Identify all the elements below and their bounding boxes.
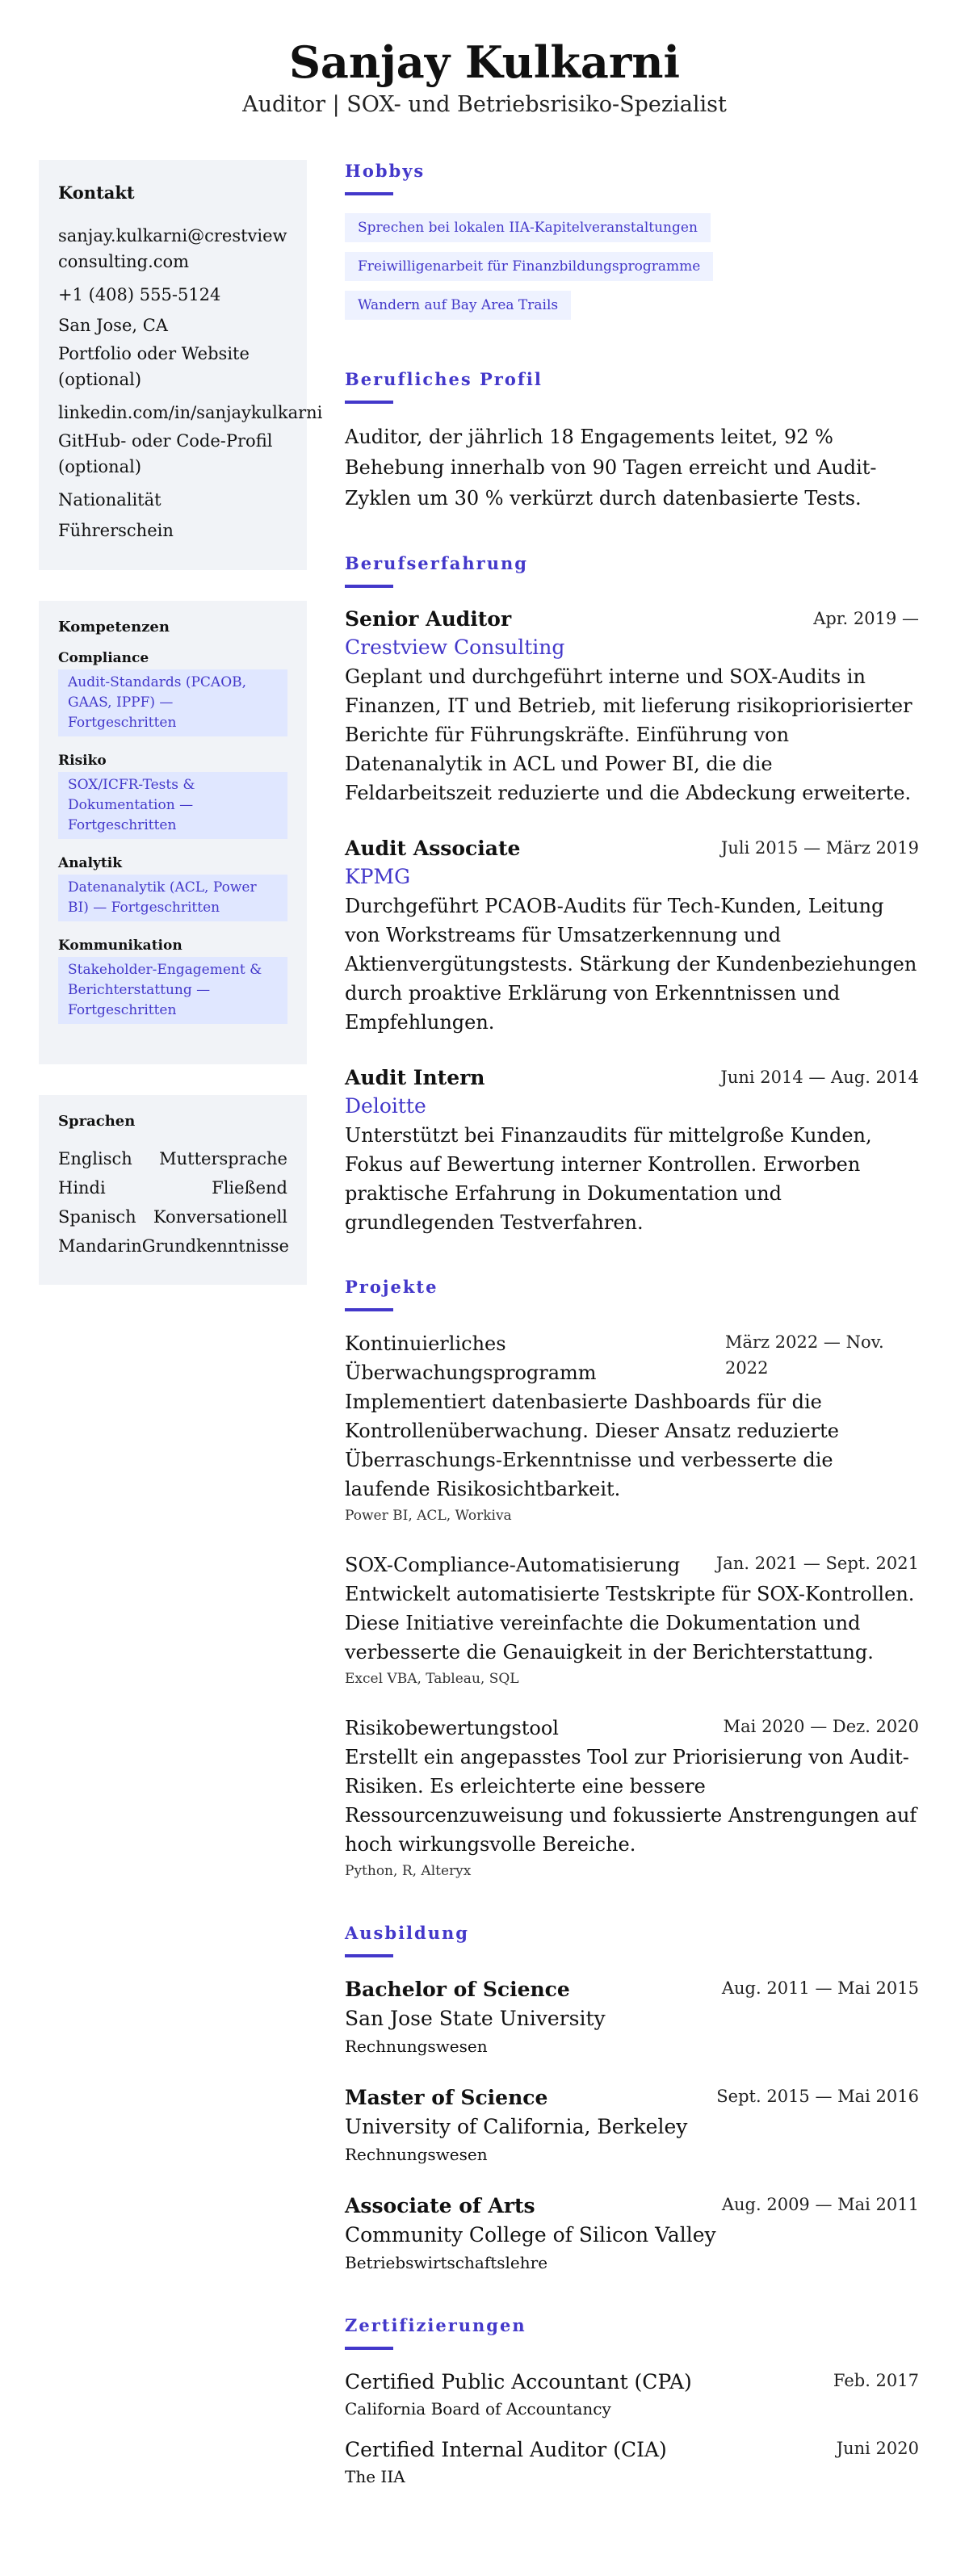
job-entry bbox=[345, 835, 919, 1037]
education-dates: Aug. 2011 — Mai 2015 bbox=[721, 1978, 919, 1998]
project-title: Kontinuierliches Überwachungsprogramm bbox=[345, 1332, 597, 1384]
education-section bbox=[345, 1922, 919, 2276]
project-tech: Power BI, ACL, Workiva bbox=[345, 1508, 512, 1524]
certification-name: Certified Internal Auditor (CIA) bbox=[345, 2438, 667, 2461]
skills-box bbox=[39, 601, 307, 1064]
education-entry bbox=[345, 2083, 919, 2167]
degree: Bachelor of Science bbox=[345, 1978, 570, 2001]
project-title: Risikobewertungstool bbox=[345, 1717, 559, 1739]
contact-title: Kontakt bbox=[58, 183, 135, 203]
project-entry bbox=[345, 1550, 919, 1691]
degree: Associate of Arts bbox=[345, 2194, 535, 2217]
project-tech: Excel VBA, Tableau, SQL bbox=[345, 1671, 519, 1687]
field-of-study: Rechnungswesen bbox=[345, 2145, 488, 2164]
language-name: Englisch bbox=[58, 1149, 132, 1168]
section-heading: Berufliches Profil bbox=[345, 369, 543, 389]
section-heading: Berufserfahrung bbox=[345, 553, 528, 573]
skill-category: Analytik bbox=[58, 855, 122, 871]
language-row bbox=[58, 1144, 287, 1173]
job-description: Durchgeführt PCAOB-Audits für Tech-Kunden, Leitung von Workstreams für Umsatzerkennung und Aktienvergütungstests. Stärkung der Kundenbeziehungen durch proaktive Erklärung von Erkenntnissen und Empfehlungen. bbox=[345, 895, 917, 1034]
job-dates: Apr. 2019 — bbox=[813, 609, 919, 628]
profile-section bbox=[345, 368, 919, 514]
heading-underline bbox=[345, 585, 393, 588]
language-row bbox=[58, 1173, 287, 1202]
skill-tag: Stakeholder-Engagement & Berichterstattung — Fortgeschritten bbox=[58, 957, 287, 1024]
candidate-subtitle: Auditor | SOX- und Betriebsrisiko-Spezialist bbox=[242, 92, 727, 117]
school: Community College of Silicon Valley bbox=[345, 2223, 716, 2247]
hobby-tag: Freiwilligenarbeit für Finanzbildungsprogramme bbox=[345, 252, 713, 281]
language-name: Mandarin bbox=[58, 1236, 142, 1256]
education-dates: Aug. 2009 — Mai 2011 bbox=[721, 2195, 919, 2214]
language-name: Hindi bbox=[58, 1178, 106, 1198]
section-heading: Zertifizierungen bbox=[345, 2315, 526, 2335]
school: University of California, Berkeley bbox=[345, 2115, 688, 2138]
language-row bbox=[58, 1231, 287, 1261]
heading-underline bbox=[345, 401, 393, 404]
certification-name: Certified Public Accountant (CPA) bbox=[345, 2370, 692, 2393]
languages-box bbox=[39, 1095, 307, 1285]
certification-issuer: The IIA bbox=[345, 2467, 405, 2486]
hobbies-section bbox=[345, 160, 919, 329]
job-description: Unterstützt bei Finanzaudits für mittelgroße Kunden, Fokus auf Bewertung interner Kontrollen. Erworben praktische Erfahrung in Dokumentation und grundlegenden Testverfahren. bbox=[345, 1124, 872, 1234]
language-level: Fließend bbox=[212, 1178, 287, 1198]
project-description: Implementiert datenbasierte Dashboards für die Kontrollenüberwachung. Dieser Ansatz reduzierte Überraschungs-Erkenntnisse und verbesserte die laufende Risikosichtbarkeit. bbox=[345, 1391, 839, 1500]
skill-tag: Audit-Standards (PCAOB, GAAS, IPPF) — Fortgeschritten bbox=[58, 669, 287, 736]
skill-category: Risiko bbox=[58, 753, 107, 769]
skill-category: Kommunikation bbox=[58, 938, 182, 954]
project-dates: Mai 2020 — Dez. 2020 bbox=[723, 1717, 919, 1736]
education-entry bbox=[345, 2192, 919, 2276]
project-tech: Python, R, Alteryx bbox=[345, 1863, 472, 1879]
heading-underline bbox=[345, 1954, 393, 1957]
contact-email[interactable]: sanjay.kulkarni@crestviewconsulting.com bbox=[58, 226, 287, 271]
section-heading: Hobbys bbox=[345, 161, 426, 181]
language-name: Spanisch bbox=[58, 1207, 136, 1227]
heading-underline bbox=[345, 1308, 393, 1311]
certification-date: Juni 2020 bbox=[836, 2439, 919, 2458]
contact-box bbox=[39, 160, 323, 570]
sidebar bbox=[39, 160, 323, 2528]
section-heading: Ausbildung bbox=[345, 1923, 469, 1943]
field-of-study: Betriebswirtschaftslehre bbox=[345, 2253, 548, 2272]
skill-tag: Datenanalytik (ACL, Power BI) — Fortgeschritten bbox=[58, 875, 287, 921]
job-title: Audit Intern bbox=[345, 1066, 485, 1089]
language-level: Konversationell bbox=[153, 1207, 287, 1227]
projects-section bbox=[345, 1276, 919, 1883]
job-entry bbox=[345, 606, 919, 808]
language-row bbox=[58, 1202, 287, 1231]
skill-tag: SOX/ICFR-Tests & Dokumentation — Fortgeschritten bbox=[58, 772, 287, 839]
skill-category: Compliance bbox=[58, 650, 149, 666]
job-title: Audit Associate bbox=[345, 837, 521, 860]
contact-phone: +1 (408) 555-5124 bbox=[58, 285, 221, 304]
degree: Master of Science bbox=[345, 2086, 548, 2109]
certification-entry bbox=[345, 2368, 919, 2421]
heading-underline bbox=[345, 2347, 393, 2350]
project-dates: Jan. 2021 — Sept. 2021 bbox=[715, 1554, 919, 1573]
job-title: Senior Auditor bbox=[345, 607, 512, 631]
contact-portfolio: Portfolio oder Website (optional) bbox=[58, 344, 250, 389]
skills-title: Kompetenzen bbox=[58, 619, 170, 636]
education-entry bbox=[345, 1975, 919, 2059]
hobby-tag: Wandern auf Bay Area Trails bbox=[345, 291, 571, 320]
contact-location: San Jose, CA bbox=[58, 316, 168, 335]
contact-license: Führerschein bbox=[58, 521, 174, 540]
job-entry bbox=[345, 1064, 919, 1237]
languages-title: Sprachen bbox=[58, 1113, 136, 1130]
project-title: SOX-Compliance-Automatisierung bbox=[345, 1554, 681, 1576]
contact-linkedin[interactable]: linkedin.com/in/sanjaykulkarni bbox=[58, 403, 323, 422]
resume-header bbox=[0, 0, 969, 160]
certifications-section bbox=[345, 2314, 919, 2489]
job-dates: Juni 2014 — Aug. 2014 bbox=[720, 1068, 919, 1087]
candidate-name: Sanjay Kulkarni bbox=[288, 36, 681, 88]
profile-text: Auditor, der jährlich 18 Engagements leitet, 92 % Behebung innerhalb von 90 Tagen erreicht und Audit-Zyklen um 30 % verkürzt durch datenbasierte Tests. bbox=[345, 426, 877, 510]
main-content bbox=[345, 160, 919, 2528]
language-level: Grundkenntnisse bbox=[141, 1236, 289, 1256]
contact-github: GitHub- oder Code-Profil (optional) bbox=[58, 431, 273, 476]
education-dates: Sept. 2015 — Mai 2016 bbox=[716, 2087, 919, 2106]
school: San Jose State University bbox=[345, 2007, 606, 2030]
job-company: Deloitte bbox=[345, 1094, 426, 1118]
project-entry bbox=[345, 1329, 919, 1528]
certification-entry bbox=[345, 2435, 919, 2489]
job-company: KPMG bbox=[345, 865, 411, 888]
field-of-study: Rechnungswesen bbox=[345, 2037, 488, 2056]
project-entry bbox=[345, 1714, 919, 1883]
heading-underline bbox=[345, 192, 393, 195]
hobby-tag: Sprechen bei lokalen IIA-Kapitelveranstaltungen bbox=[345, 213, 711, 242]
job-dates: Juli 2015 — März 2019 bbox=[720, 838, 919, 858]
certification-issuer: California Board of Accountancy bbox=[345, 2399, 611, 2419]
job-description: Geplant und durchgeführt interne und SOX-Audits in Finanzen, IT und Betrieb, mit lieferung risikopriorisierter Berichte für Führungskräfte. Einführung von Datenanalytik in ACL und Power BI, die die Feldarbeitszeit reduzierte und die Abdeckung erweiterte. bbox=[345, 665, 912, 804]
experience-section bbox=[345, 552, 919, 1237]
language-level: Muttersprache bbox=[159, 1149, 287, 1168]
project-description: Erstellt ein angepasstes Tool zur Priorisierung von Audit-Risiken. Es erleichterte eine bessere Ressourcenzuweisung und fokussierte Anstrengungen auf hoch wirkungsvolle Bereiche. bbox=[345, 1746, 917, 1856]
project-dates: März 2022 — Nov. 2022 bbox=[725, 1332, 884, 1378]
project-description: Entwickelt automatisierte Testskripte für SOX-Kontrollen. Diese Initiative vereinfachte die Dokumentation und verbesserte die Genauigkeit in der Berichterstattung. bbox=[345, 1583, 915, 1663]
job-company: Crestview Consulting bbox=[345, 636, 565, 659]
contact-nationality: Nationalität bbox=[58, 490, 162, 510]
certification-date: Feb. 2017 bbox=[833, 2371, 919, 2390]
section-heading: Projekte bbox=[345, 1277, 438, 1297]
